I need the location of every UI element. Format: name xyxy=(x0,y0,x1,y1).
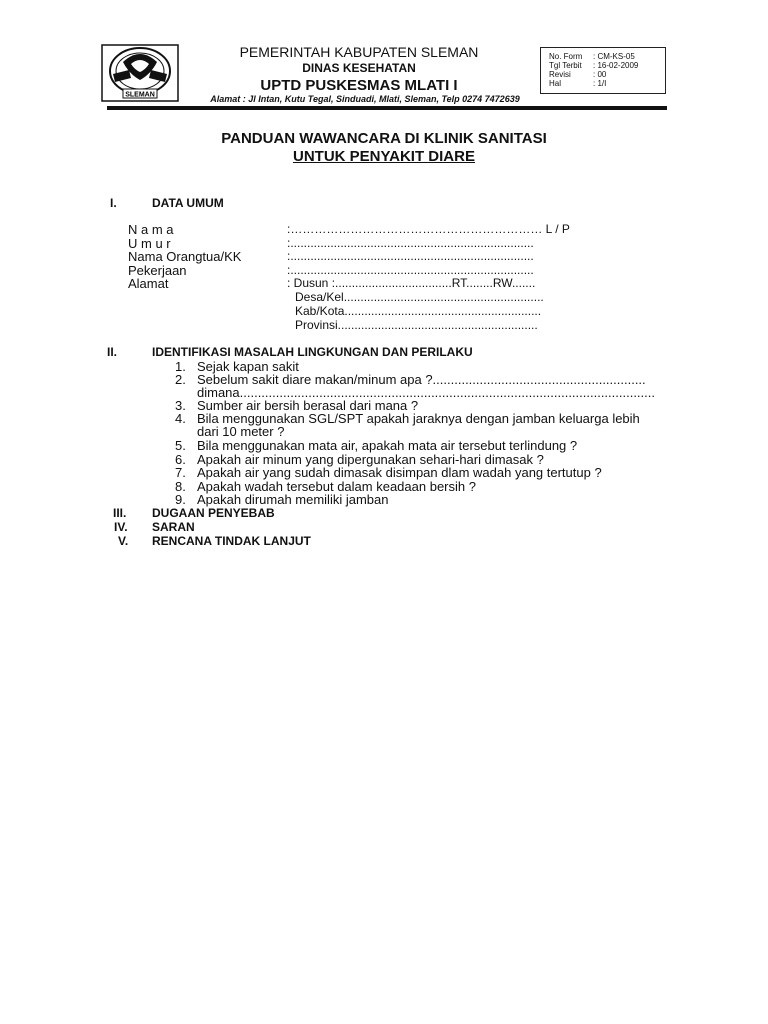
question-text: Sebelum sakit diare makan/minum apa ?........................................................... xyxy=(197,372,646,387)
question-text: Apakah air minum yang dipergunakan sehari-hari dimasak ? xyxy=(197,452,544,467)
section-heading: DATA UMUM xyxy=(152,196,224,210)
question-number: 9. xyxy=(175,492,186,507)
document-title: PANDUAN WAWANCARA DI KLINIK SANITASI xyxy=(221,130,547,147)
form-info-value: : 1/I xyxy=(593,79,607,88)
question-number: 1. xyxy=(175,359,186,374)
section-number: V. xyxy=(118,534,129,548)
question-text: Bila menggunakan SGL/SPT apakah jaraknya dengan jamban keluarga lebih xyxy=(197,411,640,426)
question-text: Apakah wadah tersebut dalam keadaan bersih ? xyxy=(197,479,476,494)
field-value: : Dusun :...................................RT........RW....... xyxy=(287,276,536,290)
question-number: 8. xyxy=(175,479,186,494)
header-government: PEMERINTAH KABUPATEN SLEMAN xyxy=(239,44,479,60)
question-text: dari 10 meter ? xyxy=(197,424,285,439)
question-text: Bila menggunakan mata air, apakah mata air tersebut terlindung ? xyxy=(197,438,578,453)
field-value: :......................................................................... xyxy=(287,236,534,250)
field-label: N a m a xyxy=(128,222,174,237)
field-label: U m u r xyxy=(128,236,171,251)
question-number: 2. xyxy=(175,372,186,387)
form-info-box xyxy=(540,47,666,94)
address-line: Desa/Kel............................................................ xyxy=(295,290,544,304)
field-value: :......................................................................... xyxy=(287,249,534,263)
header-divider xyxy=(107,106,667,110)
field-value: :……………………………………………………… L / P xyxy=(287,222,570,236)
section-number: II. xyxy=(107,345,118,359)
header-department: DINAS KESEHATAN xyxy=(302,61,416,75)
question-number: 4. xyxy=(175,411,186,426)
form-info-label: Hal xyxy=(549,79,562,88)
field-label: Pekerjaan xyxy=(128,263,187,278)
section-number: III. xyxy=(113,506,127,520)
section-heading: IDENTIFIKASI MASALAH LINGKUNGAN DAN PERILAKU xyxy=(152,345,473,359)
section-heading: RENCANA TINDAK LANJUT xyxy=(152,534,311,548)
question-text: Sejak kapan sakit xyxy=(197,359,299,374)
question-number: 3. xyxy=(175,398,186,413)
question-text: Sumber air bersih berasal dari mana ? xyxy=(197,398,419,413)
question-number: 7. xyxy=(175,465,186,480)
question-text: dimana................................................................................................................... xyxy=(197,385,655,400)
address-line: Kab/Kota........................................................... xyxy=(295,304,542,318)
svg-text:SLEMAN: SLEMAN xyxy=(125,91,155,99)
form-info-label: Tgl Terbit xyxy=(549,61,582,70)
section-number: I. xyxy=(110,196,117,210)
form-info-label: Revisi xyxy=(549,70,571,79)
form-info-value: : 16-02-2009 xyxy=(593,61,639,70)
address-line: Provinsi............................................................ xyxy=(295,318,538,332)
question-text: Apakah dirumah memiliki jamban xyxy=(197,492,389,507)
question-number: 5. xyxy=(175,438,186,453)
document-subtitle: UNTUK PENYAKIT DIARE xyxy=(293,148,475,165)
section-number: IV. xyxy=(114,520,128,534)
header-institution: UPTD PUSKESMAS MLATI I xyxy=(260,77,458,94)
section-heading: DUGAAN PENYEBAB xyxy=(152,506,275,520)
question-text: Apakah air yang sudah dimasak disimpan dlam wadah yang tertutup ? xyxy=(197,465,602,480)
form-info-value: : CM-KS-05 xyxy=(593,52,635,61)
field-label: Alamat xyxy=(128,276,169,291)
field-value: :......................................................................... xyxy=(287,263,534,277)
section-heading: SARAN xyxy=(152,520,195,534)
header-address: Alamat : Jl Intan, Kutu Tegal, Sinduadi, Mlati, Sleman, Telp 0274 7472639 xyxy=(210,94,520,104)
form-info-label: No. Form xyxy=(549,52,583,61)
form-info-value: : 00 xyxy=(593,70,607,79)
field-label: Nama Orangtua/KK xyxy=(128,249,242,264)
question-number: 6. xyxy=(175,452,186,467)
